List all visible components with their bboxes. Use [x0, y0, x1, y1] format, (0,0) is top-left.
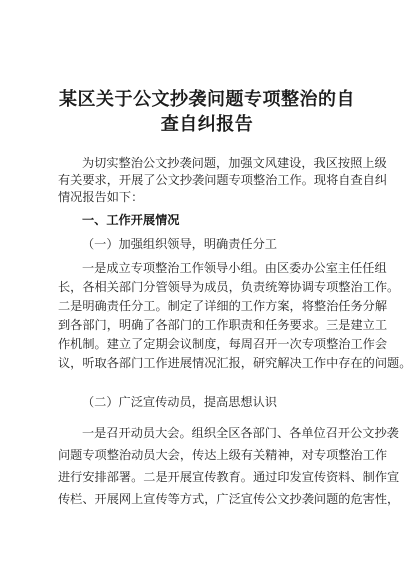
paragraph-line: 二是明确责任分工。制定了详细的工作方案，将整治任务分解 — [58, 299, 388, 313]
paragraph-line: 问题专项整治动员大会，传达上级有关精神，对专项整治工作 — [58, 448, 388, 462]
paragraph-line: 一是召开动员大会。组织全区各部门、各单位召开公文抄袭 — [82, 426, 399, 440]
paragraph-line: 议，听取各部门工作进展情况汇报，研究解决工作中存在的问题。 — [58, 356, 411, 370]
paragraph-line: 进行安排部署。二是开展宣传教育。通过印发宣传资料、制作宣 — [58, 470, 400, 484]
paragraph-line: 有关要求，开展了公文抄袭问题专项整治工作。现将自查自纠 — [58, 173, 388, 187]
paragraph-line: 情况报告如下： — [58, 190, 144, 204]
subsection-heading: （一）加强组织领导，明确责任分工 — [82, 237, 277, 251]
paragraph-line: 长，各相关部门分管领导为成员，负责统筹协调专项整治工作。 — [58, 280, 400, 294]
paragraph-line: 作机制。建立了定期会议制度，每周召开一次专项整治工作会 — [58, 337, 388, 351]
document-title-line-2: 查自纠报告 — [160, 114, 254, 135]
paragraph-line: 传栏、开展网上宣传等方式，广泛宣传公文抄袭问题的危害性， — [58, 492, 400, 506]
section-heading: 一、工作开展情况 — [82, 213, 180, 227]
subsection-heading: （二）广泛宣传动员，提高思想认识 — [82, 395, 277, 409]
paragraph-line: 一是成立专项整治工作领导小组。由区委办公室主任任组 — [82, 261, 387, 275]
paragraph-line: 到各部门，明确了各部门的工作职责和任务要求。三是建立工 — [58, 318, 388, 332]
paragraph-line: 为切实整治公文抄袭问题，加强文风建设，我区按照上级 — [82, 156, 387, 170]
document-title-line-1: 某区关于公文抄袭问题专项整治的自 — [59, 89, 355, 110]
